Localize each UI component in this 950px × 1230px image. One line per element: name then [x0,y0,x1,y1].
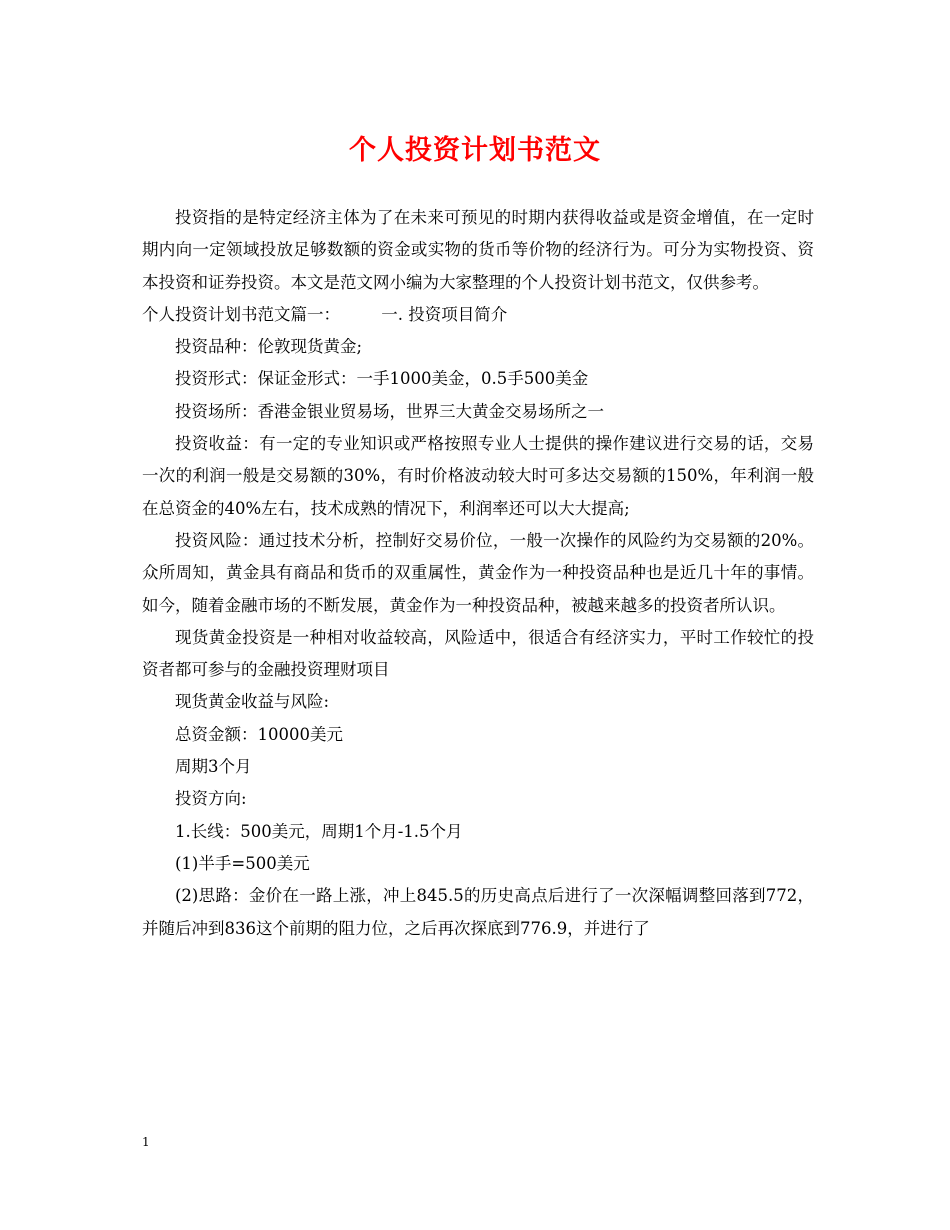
paragraph: 投资品种：伦敦现货黄金; [175,337,363,357]
paragraph: 投资场所：香港金银业贸易场，世界三大黄金交易场所之一 [175,401,604,421]
paragraph: 现货黄金收益与风险: [175,692,330,712]
paragraph: 投资收益：有一定的专业知识或严格按照专业人士提供的操作建议进行交易的话，交易一次的利润一般是交易额的30%，有时价格波动较大时可多达交易额的150%，年利润一般在总资金的40%左右，技术成熟的情况下，利润率还可以大大提高; [142,434,814,518]
page-number: 1 [142,1135,150,1149]
paragraph: (1)半手=500美元 [175,853,310,873]
paragraph: 周期3个月 [175,757,252,777]
paragraph: 总资金额：10000美元 [175,724,343,744]
paragraph: 投资方向: [175,789,247,809]
section-heading: 个人投资计划书范文篇一： 一. 投资项目简介 [142,304,508,324]
paragraph: 1.长线：500美元，周期1个月-1.5个月 [175,821,463,841]
document-title: 个人投资计划书范文 [349,135,601,166]
paragraph: (2)思路：金价在一路上涨，冲上845.5的历史高点后进行了一次深幅调整回落到772，并随后冲到836这个前期的阻力位，之后再次探底到776.9，并进行了 [142,886,814,938]
paragraph: 现货黄金投资是一种相对收益较高，风险适中，很适合有经济实力，平时工作较忙的投资者都可参与的金融投资理财项目 [142,627,814,680]
paragraph: 投资指的是特定经济主体为了在未来可预见的时期内获得收益或是资金增值，在一定时期内向一定领域投放足够数额的资金或实物的货币等价物的经济行为。可分为实物投资、资本投资和证券投资。本文是范文网小编为大家整理的个人投资计划书范文，仅供参考。 [142,208,814,292]
paragraph: 投资风险：通过技术分析，控制好交易价位，一般一次操作的风险约为交易额的20%。 众所周知，黄金具有商品和货币的双重属性，黄金作为一种投资品种也是近几十年的事情。如今，随着金融市场的不断发展，黄金作为一种投资品种，被越来越多的投资者所认识。 [142,530,814,615]
paragraph: 投资形式：保证金形式：一手1000美金，0.5手500美金 [175,369,589,389]
document-body [142,202,814,945]
